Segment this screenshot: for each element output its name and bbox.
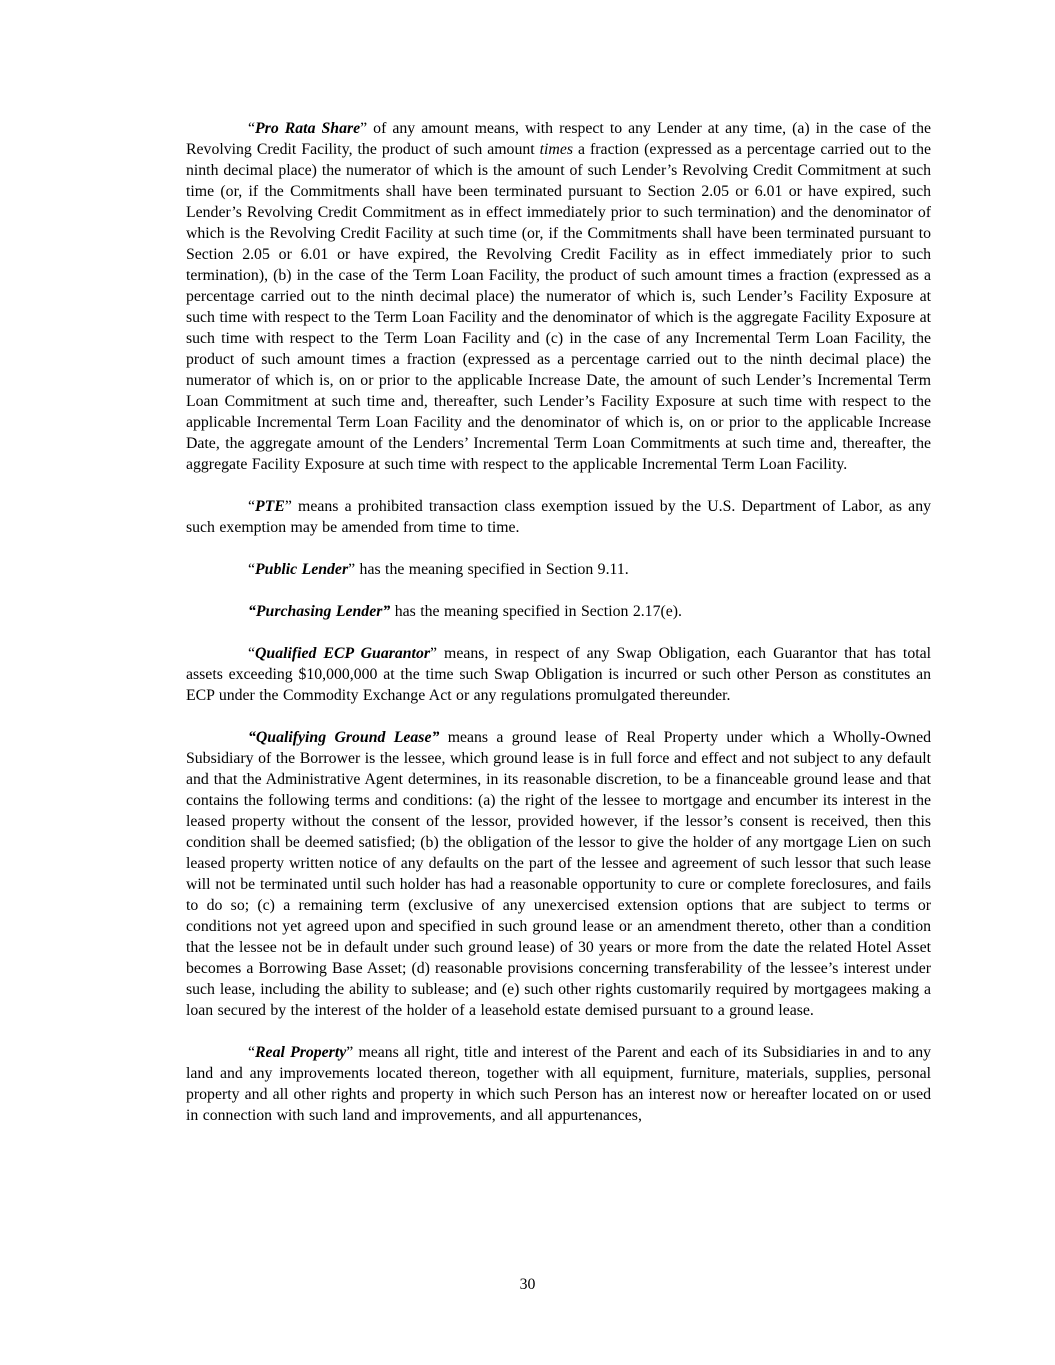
text-run: ” means a prohibited transaction class exemption issued by the U.S. Department of Labor, as any such exemption may be amended from time to time. (186, 498, 931, 536)
paragraph (186, 1042, 931, 1126)
paragraph (186, 559, 931, 580)
text-run: times (539, 141, 573, 158)
text-run: “ (248, 561, 256, 578)
defined-term: Public Lender (255, 561, 349, 578)
paragraph (186, 643, 931, 706)
text-run: “ (248, 498, 256, 515)
text-run: ” of any amount means, with respect to any Lender at any time, (a) in the case of the Revolving Credit Facility, the product of such amount (186, 120, 931, 158)
text-run: “ (248, 645, 256, 662)
defined-term: “Qualifying Ground Lease” (248, 729, 440, 746)
text-run: ” means all right, title and interest of the Parent and each of its Subsidiaries in and to any land and any improvements located thereon, together with all equipment, furniture, materials, supplies, personal property and all other rights and property in which such Person has an interest now or hereafter located on or used in connection with such land and improvements, and all appurtenances, (186, 1044, 931, 1124)
defined-term: Real Property (255, 1044, 347, 1061)
text-run: has the meaning specified in Section 2.17(e). (390, 603, 682, 620)
defined-term: “Purchasing Lender” (248, 603, 391, 620)
defined-term: Pro Rata Share (255, 120, 361, 137)
text-run: ” has the meaning specified in Section 9.11. (348, 561, 629, 578)
defined-term: Qualified ECP Guarantor (255, 645, 430, 662)
text-run: “ (248, 1044, 256, 1061)
paragraph (186, 496, 931, 538)
text-run: ” means, in respect of any Swap Obligation, each Guarantor that has total assets exceeding $10,000,000 at the time such Swap Obligation is incurred or such other Person as constitutes an ECP under the Commodity Exchange Act or any regulations promulgated thereunder. (186, 645, 932, 704)
page-number: 30 (519, 1276, 536, 1293)
text-run: a fraction (expressed as a percentage carried out to the ninth decimal place) the numerator of which is the amount of such Lender’s Revolving Credit Commitment at such time (or, if the Commitments shall have been terminated pursuant to Section 2.05 or 6.01 or have expired, such Lender’s Revolving Credit Commitment as in effect immediately prior to such termination) and the denominator of which is the Revolving Credit Facility at such time (or, if the Commitments shall have been terminated pursuant to Section 2.05 or 6.01 or have expired, the Revolving Credit Facility as in effect immediately prior to such termination), (b) in the case of the Term Loan Facility, the product of such amount times a fraction (expressed as a percentage carried out to the ninth decimal place) the numerator of which is, such Lender’s Facility Exposure at such time with respect to the Term Loan Facility and the denominator of which is the aggregate Facility Exposure at such time with respect to the Term Loan Facility and (c) in the case of any Incremental Term Loan Facility, the product of such amount times a fraction (expressed as a percentage carried out to the ninth decimal place) the numerator of which is, on or prior to the applicable Increase Date, the amount of such Lender’s Incremental Term Loan Commitment at such time and, thereafter, such Lender’s Facility Exposure at such time with respect to the applicable Incremental Term Loan Facility and the denominator of which is, on or prior to the applicable Increase Date, the aggregate amount of the Lenders’ Incremental Term Loan Commitments at such time and, thereafter, the aggregate Facility Exposure at such time with respect to the applicable Incremental Term Loan Facility. (186, 141, 931, 473)
defined-term: PTE (255, 498, 285, 515)
paragraph (186, 118, 931, 475)
text-run: “ (248, 120, 256, 137)
text-run: means a ground lease of Real Property under which a Wholly-Owned Subsidiary of the Borrower is the lessee, which ground lease is in full force and effect and not subject to any default and that the Administrative Agent determines, in its reasonable discretion, to be a financeable ground lease and that contains the following terms and conditions: (a) the right of the lessee to mortgage and encumber its interest in the leased property without the consent of the lessor, provided however, if the lessor’s consent is received, then this condition shall be deemed satisfied; (b) the obligation of the lessor to give the holder of any mortgage Lien on such leased property written notice of any defaults on the part of the lessee and agreement of such lessor that such lease will not be terminated until such holder has had a reasonable opportunity to cure or complete foreclosures, and fails to do so; (c) a remaining term (exclusive of any unexercised extension options that are subject to terms or conditions not yet agreed upon and specified in such ground lease or an amendment thereto, other than a condition that the lessee not be in default under such ground lease) of 30 years or more from the date the related Hotel Asset becomes a Borrowing Base Asset; (d) reasonable provisions concerning transferability of the lessee’s interest under such lease, including the ability to sublease; and (e) such other rights customarily required by mortgagees making a loan secured by the interest of the holder of a leasehold estate demised pursuant to a ground lease. (186, 729, 931, 1019)
document-body (186, 118, 931, 1126)
paragraph (186, 601, 931, 622)
paragraph (186, 727, 931, 1021)
